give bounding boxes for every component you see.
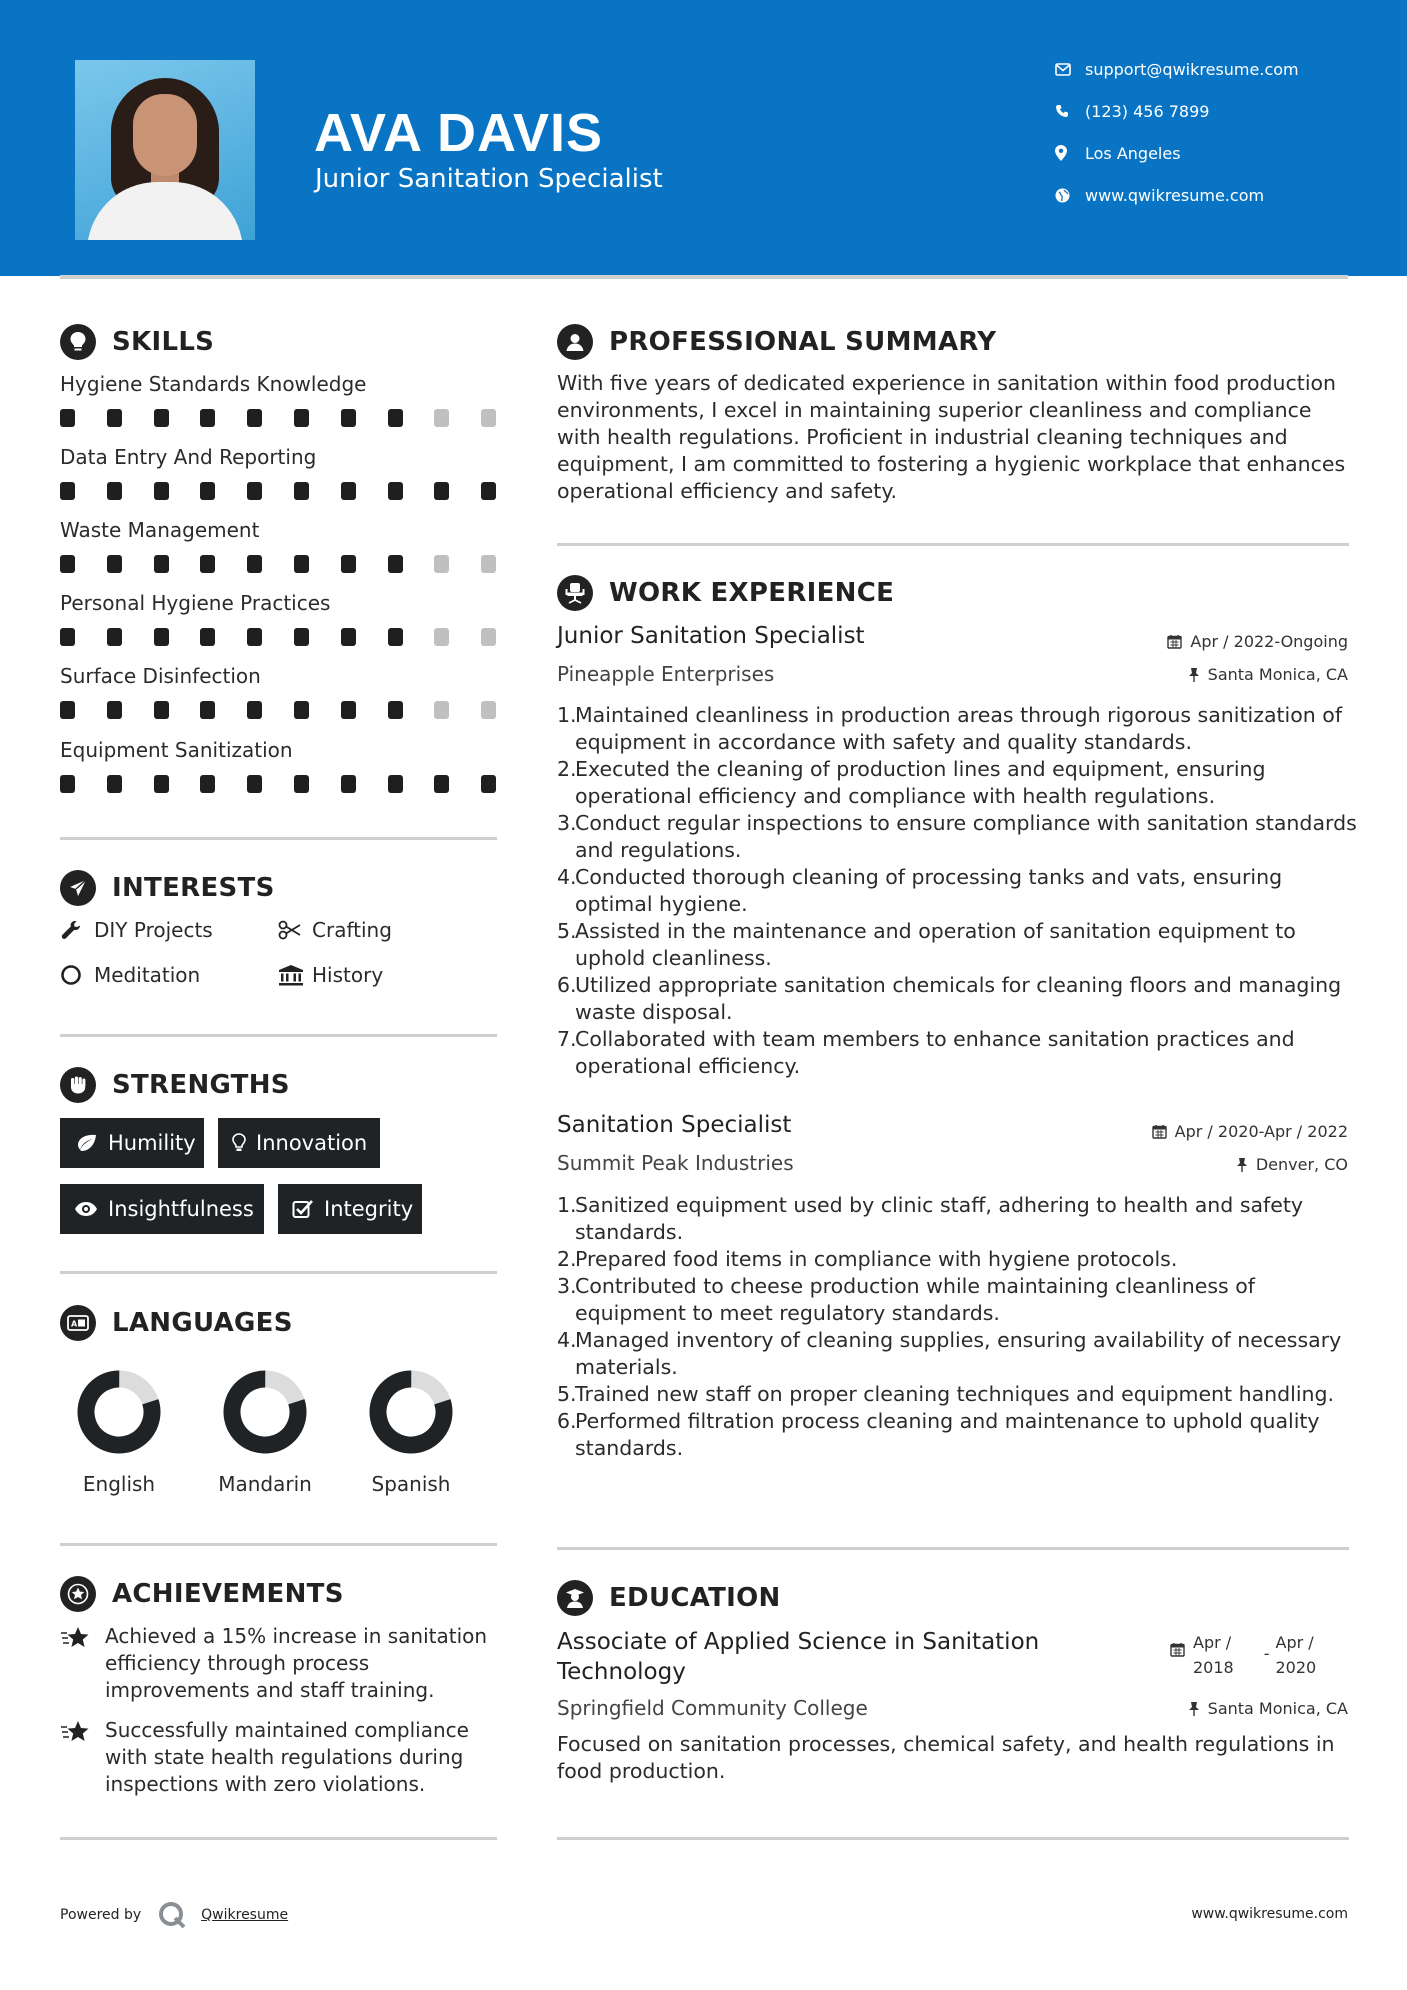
skill-dot-filled xyxy=(388,775,403,793)
skill-dot-filled xyxy=(200,409,215,427)
job-title: Sanitation Specialist xyxy=(557,1112,792,1138)
job-bullets xyxy=(557,1192,1357,1462)
job-bullet: 4. Conducted thorough cleaning of processing tanks and vats, ensuring optimal hygiene. xyxy=(557,865,1283,916)
section-divider xyxy=(60,1837,497,1840)
skill-dot-filled xyxy=(434,775,449,793)
job-bullets xyxy=(557,702,1357,1080)
skill-dot-filled xyxy=(341,775,356,793)
interest-item: Meditation xyxy=(60,963,200,987)
skill-dot-empty xyxy=(434,409,449,427)
contact-location: Los Angeles xyxy=(1055,141,1181,165)
pushpin-icon xyxy=(1188,667,1200,682)
section-divider xyxy=(557,1547,1349,1550)
skill-dot-filled xyxy=(388,555,403,573)
footer-url[interactable]: www.qwikresume.com xyxy=(1191,1906,1348,1922)
phone-icon xyxy=(1055,104,1085,118)
skill-dot-filled xyxy=(388,482,403,500)
job-bullet: 1. Sanitized equipment used by clinic staff, adhering to health and safety standards. xyxy=(557,1193,1304,1244)
section-divider xyxy=(557,543,1349,546)
skill-dot-filled xyxy=(247,482,262,500)
skill-dot-filled xyxy=(154,701,169,719)
star-icon xyxy=(60,1717,105,1798)
education-heading: EDUCATION xyxy=(557,1580,781,1616)
skill-rating xyxy=(60,775,500,795)
skill-dot-filled xyxy=(107,409,122,427)
interests-heading: INTERESTS xyxy=(60,870,275,906)
job-bullet: 5. Assisted in the maintenance and operation of sanitation equipment to uphold cleanliness. xyxy=(557,919,1296,970)
skill-dot-filled xyxy=(341,409,356,427)
museum-icon xyxy=(278,964,312,986)
language-ring xyxy=(77,1370,160,1453)
skill-rating xyxy=(60,628,500,648)
school-name: Springfield Community College xyxy=(557,1696,868,1720)
circle-icon xyxy=(60,964,94,986)
skill-label: Waste Management xyxy=(60,518,260,542)
skill-dot-filled xyxy=(294,409,309,427)
skill-dot-filled xyxy=(107,701,122,719)
language-label: Spanish xyxy=(371,1472,451,1496)
skill-dot-empty xyxy=(481,409,496,427)
skill-dot-filled xyxy=(154,482,169,500)
eye-icon xyxy=(74,1201,98,1217)
mail-icon xyxy=(1055,63,1085,76)
scissors-icon xyxy=(278,920,312,940)
skill-dot-filled xyxy=(107,555,122,573)
wrench-icon xyxy=(60,919,94,941)
skill-dot-filled xyxy=(247,555,262,573)
skill-dot-filled xyxy=(294,482,309,500)
summary-text: With five years of dedicated experience in sanitation within food production environments, I excel in maintaining superior cleanliness and compliance with health regulations. Proficient in industrial cleaning techniques and equipment, I am committed to fostering a hygienic workplace that enhances operational efficiency and safety. xyxy=(557,371,1346,503)
education-description: Focused on sanitation processes, chemical safety, and health regulations in food production. xyxy=(557,1732,1335,1783)
svg-text:A: A xyxy=(71,1319,78,1329)
strengths-heading: STRENGTHS xyxy=(60,1067,290,1103)
office-chair-icon xyxy=(557,575,593,611)
skill-dot-filled xyxy=(247,628,262,646)
job-company: Pineapple Enterprises xyxy=(557,662,775,686)
skill-dot-filled xyxy=(60,701,75,719)
skill-dot-filled xyxy=(200,482,215,500)
contact-website[interactable]: www.qwikresume.com xyxy=(1055,183,1264,207)
skill-label: Surface Disinfection xyxy=(60,664,261,688)
achievement-item: Achieved a 15% increase in sanitation efficiency through process improvements and staff training. xyxy=(60,1623,500,1704)
calendar-icon xyxy=(1152,1124,1167,1139)
job-bullet: 7. Collaborated with team members to enhance sanitation practices and operational efficiency. xyxy=(557,1027,1295,1078)
skill-label: Data Entry And Reporting xyxy=(60,445,317,469)
degree-title: Associate of Applied Science in Sanitation Technology xyxy=(557,1629,1040,1685)
job-bullet: 3. Contributed to cheese production while maintaining cleanliness of equipment to meet regulatory standards. xyxy=(557,1274,1255,1325)
skill-dot-filled xyxy=(60,628,75,646)
job-bullet: 6. Utilized appropriate sanitation chemicals for cleaning floors and managing waste disposal. xyxy=(557,973,1342,1024)
section-divider xyxy=(60,1543,497,1546)
skill-dot-empty xyxy=(434,628,449,646)
footer-powered-by: Powered by Qwikresume xyxy=(60,1900,288,1930)
section-divider xyxy=(60,1271,497,1274)
skill-dot-filled xyxy=(60,775,75,793)
strength-tag: Humility xyxy=(60,1118,204,1168)
skill-dot-empty xyxy=(434,701,449,719)
skill-dot-filled xyxy=(341,701,356,719)
skill-dot-filled xyxy=(154,555,169,573)
strength-tag: Integrity xyxy=(278,1184,422,1234)
section-divider xyxy=(60,1034,497,1037)
header-divider xyxy=(60,275,1348,279)
candidate-role: Junior Sanitation Specialist xyxy=(315,164,663,194)
skill-dot-filled xyxy=(200,628,215,646)
skill-dot-filled xyxy=(294,775,309,793)
skill-rating xyxy=(60,409,500,429)
achievement-item: Successfully maintained compliance with state health regulations during inspections with zero violations. xyxy=(60,1717,500,1798)
lightbulb-icon xyxy=(232,1133,246,1153)
user-icon xyxy=(557,324,593,360)
skill-dot-empty xyxy=(481,555,496,573)
languages-heading: A LANGUAGES xyxy=(60,1305,293,1341)
skill-dot-filled xyxy=(247,409,262,427)
job-bullet: 2. Prepared food items in compliance with hygiene protocols. xyxy=(557,1247,1178,1271)
job-bullet: 5. Trained new staff on proper cleaning techniques and equipment handling. xyxy=(557,1382,1335,1406)
skill-dot-filled xyxy=(481,775,496,793)
header-banner xyxy=(0,0,1407,276)
skill-rating xyxy=(60,482,500,502)
job-date: Apr / 2022-Ongoing xyxy=(1167,632,1348,651)
skill-dot-filled xyxy=(200,555,215,573)
job-title: Junior Sanitation Specialist xyxy=(557,623,865,649)
qwikresume-link[interactable]: Qwikresume xyxy=(201,1907,289,1923)
job-bullet: 1. Maintained cleanliness in production areas through rigorous sanitization of equipment in accordance with safety and quality standards. xyxy=(557,703,1343,754)
skill-label: Personal Hygiene Practices xyxy=(60,591,331,615)
skill-dot-filled xyxy=(341,628,356,646)
skill-dot-filled xyxy=(107,482,122,500)
skill-dot-filled xyxy=(341,555,356,573)
skill-dot-empty xyxy=(481,701,496,719)
skill-dot-filled xyxy=(388,628,403,646)
skill-rating xyxy=(60,555,500,575)
job-bullet: 4. Managed inventory of cleaning supplies, ensuring availability of necessary materials. xyxy=(557,1328,1342,1379)
job-date: Apr / 2020-Apr / 2022 xyxy=(1152,1122,1348,1141)
summary-heading: PROFESSIONAL SUMMARY xyxy=(557,324,996,360)
star-badge-icon xyxy=(60,1576,96,1612)
skill-label: Equipment Sanitization xyxy=(60,738,293,762)
skill-dot-filled xyxy=(107,628,122,646)
skill-dot-filled xyxy=(200,775,215,793)
skill-dot-filled xyxy=(200,701,215,719)
contact-email[interactable]: support@qwikresume.com xyxy=(1055,57,1299,81)
skill-dot-filled xyxy=(294,555,309,573)
skill-dot-filled xyxy=(434,482,449,500)
skill-dot-filled xyxy=(247,701,262,719)
skills-heading: SKILLS xyxy=(60,324,214,360)
skill-dot-filled xyxy=(341,482,356,500)
lightbulb-icon xyxy=(60,324,96,360)
skill-dot-filled xyxy=(247,775,262,793)
pushpin-icon xyxy=(1236,1157,1248,1172)
skill-dot-filled xyxy=(154,409,169,427)
skill-dot-filled xyxy=(388,409,403,427)
language-ring xyxy=(223,1370,306,1453)
skill-dot-filled xyxy=(294,628,309,646)
candidate-name: AVA DAVIS xyxy=(314,103,604,163)
experience-heading: WORK EXPERIENCE xyxy=(557,575,894,611)
education-location: Santa Monica, CA xyxy=(1188,1699,1348,1718)
interest-item: DIY Projects xyxy=(60,918,213,942)
contact-phone[interactable]: (123) 456 7899 xyxy=(1055,99,1209,123)
interest-item: Crafting xyxy=(278,918,392,942)
skill-dot-filled xyxy=(60,409,75,427)
section-divider xyxy=(60,837,497,840)
pushpin-icon xyxy=(1188,1701,1200,1716)
paper-plane-icon xyxy=(60,870,96,906)
language-label: English xyxy=(82,1472,156,1496)
checkbox-icon xyxy=(292,1199,314,1219)
language-rings xyxy=(0,1365,500,1465)
job-bullet: 3. Conduct regular inspections to ensure compliance with sanitation standards and regulations. xyxy=(557,811,1357,862)
skill-rating xyxy=(60,701,500,721)
skill-dot-filled xyxy=(107,775,122,793)
skill-dot-filled xyxy=(481,482,496,500)
star-icon xyxy=(60,1623,105,1704)
globe-icon xyxy=(1055,188,1085,203)
language-ring xyxy=(369,1370,452,1453)
skill-dot-filled xyxy=(294,701,309,719)
calendar-icon xyxy=(1170,1642,1185,1657)
skill-dot-filled xyxy=(154,775,169,793)
interest-item: History xyxy=(278,963,383,987)
graduate-icon xyxy=(557,1580,593,1616)
profile-photo xyxy=(75,60,255,240)
job-location: Denver, CO xyxy=(1236,1155,1348,1174)
job-company: Summit Peak Industries xyxy=(557,1151,794,1175)
skill-dot-filled xyxy=(60,555,75,573)
location-pin-icon xyxy=(1055,145,1085,161)
leaf-icon xyxy=(74,1134,98,1152)
skill-dot-filled xyxy=(154,628,169,646)
skill-dot-empty xyxy=(481,628,496,646)
section-divider xyxy=(557,1837,1349,1840)
skill-dot-filled xyxy=(60,482,75,500)
strength-tag: Insightfulness xyxy=(60,1184,264,1234)
calendar-icon xyxy=(1167,634,1182,649)
qwikresume-logo-icon xyxy=(157,1900,187,1930)
education-date: Apr / 2018 - Apr / 2020 xyxy=(1170,1630,1316,1680)
strength-tag: Innovation xyxy=(218,1118,380,1168)
job-location: Santa Monica, CA xyxy=(1188,665,1348,684)
skill-dot-empty xyxy=(434,555,449,573)
skill-dot-filled xyxy=(388,701,403,719)
language-card-icon xyxy=(60,1305,96,1341)
job-bullet: 6. Performed filtration process cleaning and maintenance to uphold quality standards. xyxy=(557,1409,1320,1460)
achievements-heading: ACHIEVEMENTS xyxy=(60,1576,344,1612)
skill-label: Hygiene Standards Knowledge xyxy=(60,372,367,396)
job-bullet: 2. Executed the cleaning of production lines and equipment, ensuring operational efficiency and compliance with health regulations. xyxy=(557,757,1266,808)
fist-icon xyxy=(60,1067,96,1103)
language-label: Mandarin xyxy=(218,1472,312,1496)
